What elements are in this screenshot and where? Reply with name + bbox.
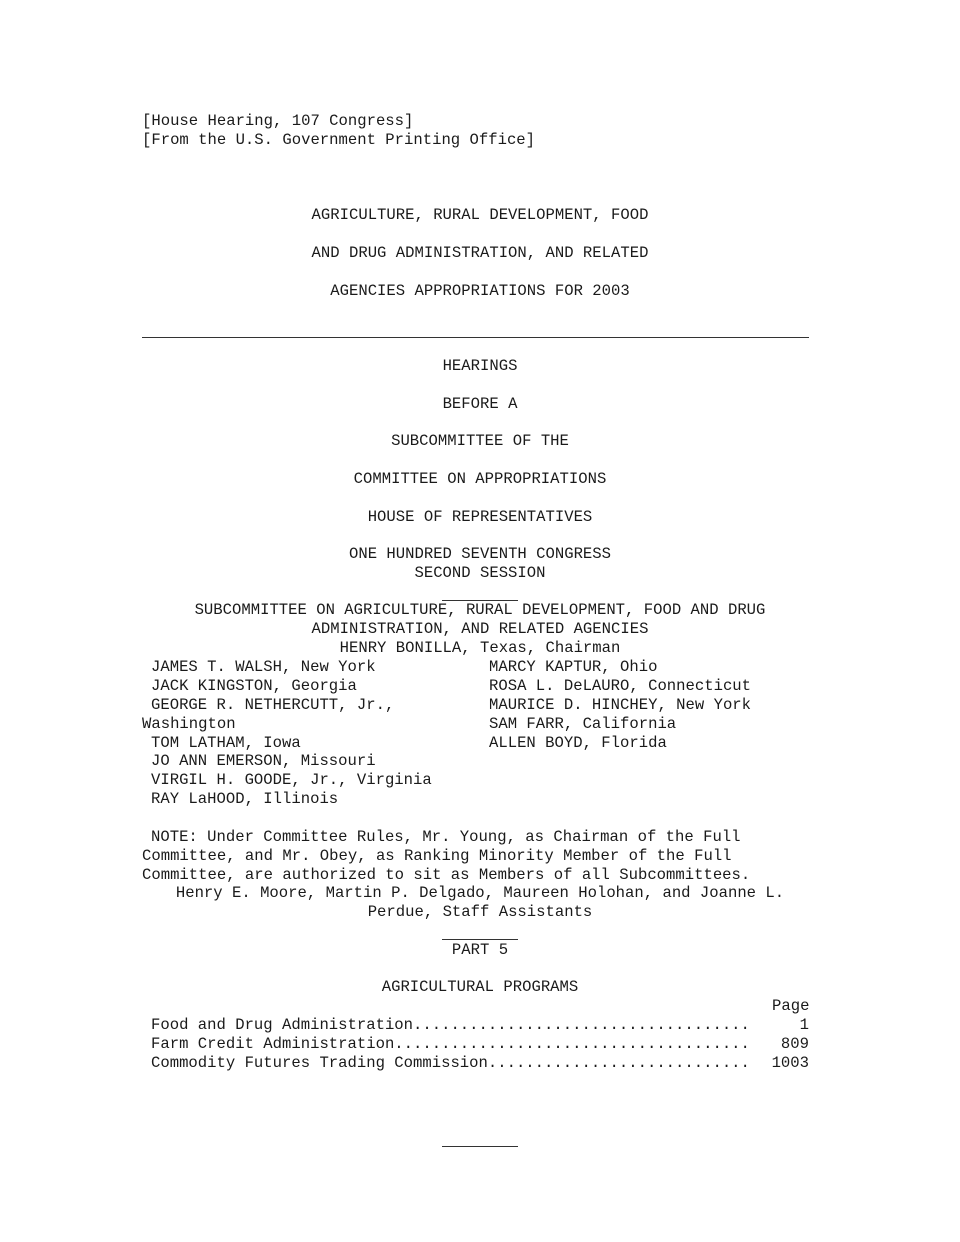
member-right: ROSA L. DeLAURO, Connecticut — [489, 677, 752, 695]
note-line-3: Committee, are authorized to sit as Members of all Subcommittees. — [142, 866, 751, 884]
session-line: SECOND SESSION — [414, 564, 546, 582]
title-line-3: AGENCIES APPROPRIATIONS FOR 2003 — [330, 282, 630, 300]
hearing-line-4: COMMITTEE ON APPROPRIATIONS — [353, 470, 607, 488]
congress-line: ONE HUNDRED SEVENTH CONGRESS — [348, 545, 612, 563]
title-divider — [142, 337, 809, 338]
header-line-2: [From the U.S. Government Printing Office] — [142, 131, 536, 149]
member-left: JAMES T. WALSH, New York — [151, 658, 376, 676]
member-left: JACK KINGSTON, Georgia — [151, 677, 357, 695]
toc-entry: Food and Drug Administration.................................... — [151, 1016, 750, 1034]
member-right: MARCY KAPTUR, Ohio — [489, 658, 658, 676]
part-heading: AGRICULTURAL PROGRAMS — [381, 978, 579, 996]
member-left: GEORGE R. NETHERCUTT, Jr., — [151, 696, 395, 714]
note-line-1: NOTE: Under Committee Rules, Mr. Young, as Chairman of the Full — [151, 828, 741, 846]
header-line-1: [House Hearing, 107 Congress] — [142, 112, 414, 130]
member-left: RAY LaHOOD, Illinois — [151, 790, 339, 808]
hearing-line-2: BEFORE A — [442, 395, 518, 413]
chairman-line: HENRY BONILLA, Texas, Chairman — [339, 639, 621, 657]
toc-page-header: Page — [772, 997, 810, 1015]
hearing-line-3: SUBCOMMITTEE OF THE — [391, 432, 569, 450]
staff-line-2: Perdue, Staff Assistants — [367, 903, 593, 921]
member-left: Washington — [142, 715, 236, 733]
toc-page-number: 1003 — [771, 1054, 809, 1072]
member-left: TOM LATHAM, Iowa — [151, 734, 301, 752]
hearing-line-1: HEARINGS — [442, 357, 518, 375]
member-right: MAURICE D. HINCHEY, New York — [489, 696, 752, 714]
subcommittee-line-2: ADMINISTRATION, AND RELATED AGENCIES — [311, 620, 649, 638]
member-right: SAM FARR, California — [489, 715, 677, 733]
toc-entry: Farm Credit Administration...................................... — [151, 1035, 750, 1053]
short-divider-2 — [442, 939, 518, 940]
subcommittee-line-1: SUBCOMMITTEE ON AGRICULTURE, RURAL DEVELOPMENT, FOOD AND DRUG — [194, 601, 766, 619]
part-label: PART 5 — [451, 941, 509, 959]
note-line-2: Committee, and Mr. Obey, as Ranking Minority Member of the Full — [142, 847, 732, 865]
title-line-1: AGRICULTURE, RURAL DEVELOPMENT, FOOD — [311, 206, 649, 224]
staff-line-1: Henry E. Moore, Martin P. Delgado, Maureen Holohan, and Joanne L. — [175, 884, 785, 902]
title-line-2: AND DRUG ADMINISTRATION, AND RELATED — [311, 244, 649, 262]
toc-page-number: 1 — [799, 1016, 809, 1034]
bottom-divider — [442, 1146, 518, 1147]
hearing-line-5: HOUSE OF REPRESENTATIVES — [367, 508, 593, 526]
toc-page-number: 809 — [780, 1035, 809, 1053]
toc-entry: Commodity Futures Trading Commission............................ — [151, 1054, 750, 1072]
member-left: JO ANN EMERSON, Missouri — [151, 752, 376, 770]
member-right: ALLEN BOYD, Florida — [489, 734, 667, 752]
member-left: VIRGIL H. GOODE, Jr., Virginia — [151, 771, 432, 789]
